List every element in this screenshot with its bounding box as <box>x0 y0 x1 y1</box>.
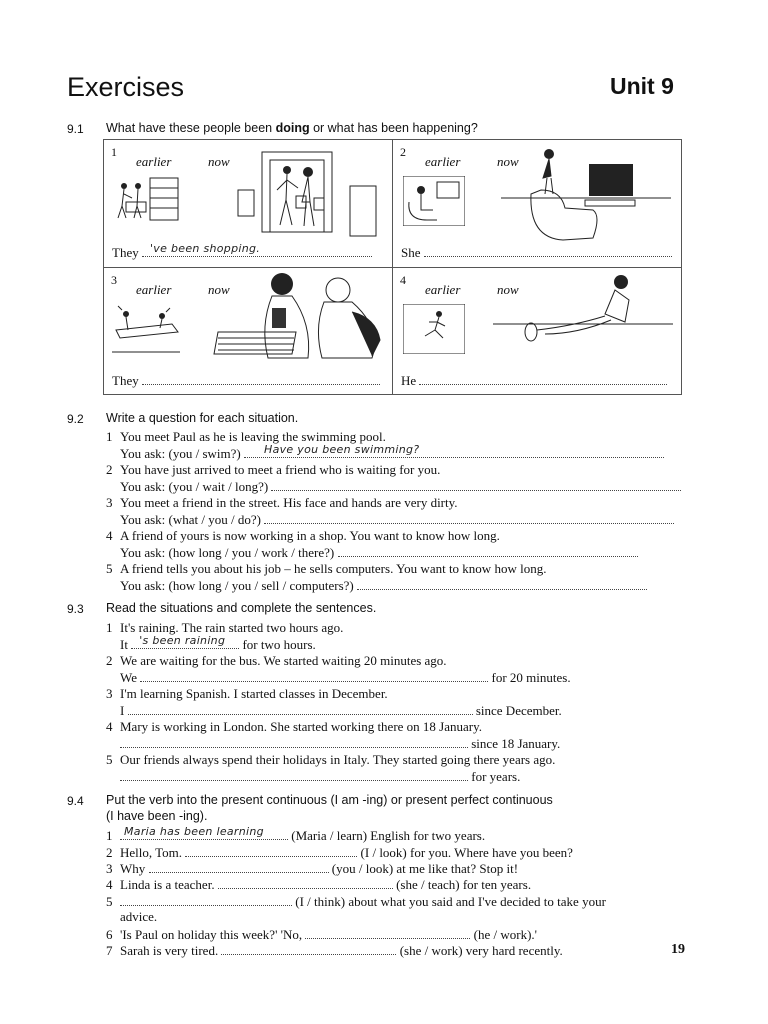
item-text: (Maria / learn) English for two years. <box>291 828 486 843</box>
exhausted-runner-illustration <box>493 268 673 358</box>
sentence-end: since 18 January. <box>471 736 561 751</box>
item-text: (I / look) for you. Where have you been? <box>360 845 573 860</box>
cell-answer-line-3 <box>112 372 380 389</box>
answer-field[interactable] <box>120 768 468 781</box>
verb-item-2 <box>106 844 573 861</box>
handwritten-answer: 's been raining <box>139 634 226 647</box>
situation-text: You meet a friend in the street. His face and hands are very dirty. <box>120 495 458 510</box>
handwritten-answer: 've been shopping. <box>149 242 261 255</box>
cell-number: 3 <box>111 273 117 287</box>
situation-text: I'm learning Spanish. I started classes in December. <box>120 686 388 701</box>
verb-item-5-cont: advice. <box>120 909 158 924</box>
item-number: 5 <box>106 752 113 767</box>
verb-item-3: 3 Why (you / look) at me like that? Stop it! <box>106 861 519 876</box>
instr-text: or what has been happening? <box>309 121 478 135</box>
answer-field[interactable] <box>142 244 372 257</box>
handwritten-answer: Have you been swimming? <box>264 443 420 456</box>
item-number: 5 <box>106 561 113 576</box>
ask-prompt: You ask: (how long / you / work / there?) <box>120 545 335 560</box>
answer-field[interactable] <box>221 942 396 955</box>
answer-field[interactable] <box>142 372 380 385</box>
exercise-number-9-4: 9.4 <box>67 794 84 808</box>
situation-text: A friend of yours is now working in a shop. You want to know how long. <box>120 528 500 543</box>
item-number: 1 <box>106 620 113 635</box>
situation-text: Mary is working in London. She started working there on 18 January. <box>120 719 483 734</box>
question-4-ask <box>120 544 638 561</box>
item-number: 2 <box>106 462 113 477</box>
cell-answer-line-2 <box>401 244 672 261</box>
situation-text: Our friends always spend their holidays in Italy. They started going there years ago. <box>120 752 556 767</box>
sentence-3-completion <box>120 702 562 719</box>
item-text: Why <box>120 861 146 876</box>
cell-answer-line-1 <box>112 244 372 261</box>
earlier-label: earlier <box>425 282 461 297</box>
ask-prompt: You ask: (you / wait / long?) <box>120 479 269 494</box>
exercise-number-9-2: 9.2 <box>67 412 84 426</box>
question-2-ask <box>120 478 681 495</box>
shopping-illustration <box>112 176 182 226</box>
verb-item-1 <box>106 827 485 844</box>
instr-bold: doing <box>275 121 310 135</box>
page-number: 19 <box>671 942 685 957</box>
earlier-label: earlier <box>425 154 461 169</box>
picture-cell-1 <box>104 140 392 267</box>
cell-number: 4 <box>400 273 406 287</box>
sentence-start: We <box>120 670 137 685</box>
situation-text: We are waiting for the bus. We started waiting 20 minutes ago. <box>120 653 447 668</box>
answer-field[interactable] <box>120 827 288 840</box>
item-number: 3 <box>106 495 113 510</box>
sentence-2-situation <box>106 653 447 669</box>
cell-number: 2 <box>400 145 406 159</box>
verb-item-7 <box>106 942 563 959</box>
question-3-ask <box>120 511 674 528</box>
answer-field[interactable] <box>419 372 667 385</box>
item-number: 4 <box>106 877 113 892</box>
item-text: Sarah is very tired. <box>120 943 219 958</box>
item-text: (he / work).' <box>473 927 537 942</box>
item-number: 4 <box>106 528 113 543</box>
verb-item-4 <box>106 876 531 893</box>
subject-word: He <box>401 373 417 388</box>
situation-text: You meet Paul as he is leaving the swimming pool. <box>120 429 386 444</box>
answer-field[interactable] <box>357 577 647 590</box>
answer-field[interactable] <box>305 926 470 939</box>
question-5-ask <box>120 577 647 594</box>
answer-field[interactable] <box>128 702 473 715</box>
item-number: 3 <box>106 686 113 701</box>
sentence-4-completion <box>120 735 560 752</box>
earlier-label: earlier <box>136 154 172 169</box>
now-label: now <box>497 154 519 169</box>
item-text: 'Is Paul on holiday this week?' 'No, <box>120 927 303 942</box>
verb-item-5 <box>106 893 606 910</box>
item-number: 6 <box>106 927 113 942</box>
ask-prompt: You ask: (you / swim?) <box>120 446 241 461</box>
unit-label: Unit 9 <box>610 73 674 99</box>
sentence-end: for 20 minutes. <box>491 670 571 685</box>
question-4-situation <box>106 528 500 544</box>
item-number: 5 <box>106 894 113 909</box>
answer-field[interactable] <box>185 844 357 857</box>
earlier-label: earlier <box>136 282 172 297</box>
running-illustration <box>403 304 465 354</box>
picture-cell-4 <box>393 268 681 395</box>
sentence-end: for two hours. <box>242 637 316 652</box>
answer-field[interactable] <box>120 735 468 748</box>
exercise-number-9-3: 9.3 <box>67 602 84 616</box>
question-2-situation <box>106 462 440 478</box>
item-number: 2 <box>106 653 113 668</box>
item-text: Hello, Tom. <box>120 845 183 860</box>
answer-field[interactable] <box>338 544 638 557</box>
answer-field[interactable] <box>271 478 681 491</box>
exercise-9-4-instructions-cont: (I have been -ing). <box>106 809 208 823</box>
ask-prompt: You ask: (what / you / do?) <box>120 512 261 527</box>
question-5-situation <box>106 561 546 577</box>
question-1-ask <box>120 445 664 462</box>
sentence-start: I <box>120 703 125 718</box>
watching-tv-illustration <box>403 176 465 226</box>
item-number: 4 <box>106 719 113 734</box>
picture-cell-2 <box>393 140 681 267</box>
subject-word: She <box>401 245 421 260</box>
now-label: now <box>208 154 230 169</box>
answer-field[interactable] <box>264 511 674 524</box>
item-text: (you / look) at me like that? Stop it! <box>331 861 519 876</box>
answer-field[interactable] <box>149 860 329 873</box>
exercise-9-1-instructions <box>106 121 478 135</box>
answer-field[interactable] <box>244 445 664 458</box>
sentence-5-completion <box>120 768 520 785</box>
item-text: (I / think) about what you said and I've decided to take your <box>295 894 606 909</box>
empty-armchair-tv-illustration <box>501 146 671 246</box>
situation-text: You have just arrived to meet a friend who is waiting for you. <box>120 462 441 477</box>
sentence-end: since December. <box>475 703 562 718</box>
cell-number: 1 <box>111 145 117 159</box>
instr-text: What have these people been <box>106 121 276 135</box>
item-text: Linda is a teacher. <box>120 877 215 892</box>
item-text: (she / work) very hard recently. <box>399 943 563 958</box>
now-label: now <box>208 282 230 297</box>
item-number: 7 <box>106 943 113 958</box>
sentence-start: It <box>120 637 128 652</box>
item-number: 2 <box>106 845 113 860</box>
cell-answer-line-4 <box>401 372 667 389</box>
sentence-1-completion <box>120 636 316 653</box>
people-arriving-home-illustration <box>232 150 382 240</box>
sentence-end: for years. <box>471 769 521 784</box>
now-label: now <box>497 282 519 297</box>
question-3-situation <box>106 495 458 511</box>
subject-word: They <box>112 245 139 260</box>
page-title: Exercises <box>67 72 185 102</box>
answer-field[interactable] <box>424 244 672 257</box>
verb-item-6 <box>106 926 537 943</box>
sentence-3-situation <box>106 686 388 702</box>
sentence-4-situation <box>106 719 482 735</box>
sentence-2-completion <box>120 669 571 686</box>
tired-players-illustration <box>212 268 387 368</box>
exercise-9-4-instructions: Put the verb into the present continuous (I am -ing) or present perfect continuous <box>106 793 553 807</box>
sentence-5-situation <box>106 752 555 768</box>
picture-cell-3 <box>104 268 392 395</box>
picture-grid <box>103 139 682 395</box>
ask-prompt: You ask: (how long / you / sell / computers?) <box>120 578 354 593</box>
exercise-number-9-1: 9.1 <box>67 122 84 136</box>
answer-field[interactable] <box>140 669 488 682</box>
answer-field[interactable] <box>120 893 292 906</box>
exercise-9-3-instructions: Read the situations and complete the sentences. <box>106 601 377 615</box>
subject-word: They <box>112 373 139 388</box>
situation-text: A friend tells you about his job – he sells computers. You want to know how long. <box>120 561 547 576</box>
answer-field[interactable] <box>218 876 393 889</box>
tennis-illustration <box>112 304 182 354</box>
item-number: 1 <box>106 828 113 843</box>
answer-field[interactable] <box>131 636 239 649</box>
situation-text: It's raining. The rain started two hours ago. <box>120 620 344 635</box>
item-text: (she / teach) for ten years. <box>396 877 532 892</box>
handwritten-answer: Maria has been learning <box>124 825 264 838</box>
item-number: 1 <box>106 429 113 444</box>
exercise-9-2-instructions: Write a question for each situation. <box>106 411 299 425</box>
